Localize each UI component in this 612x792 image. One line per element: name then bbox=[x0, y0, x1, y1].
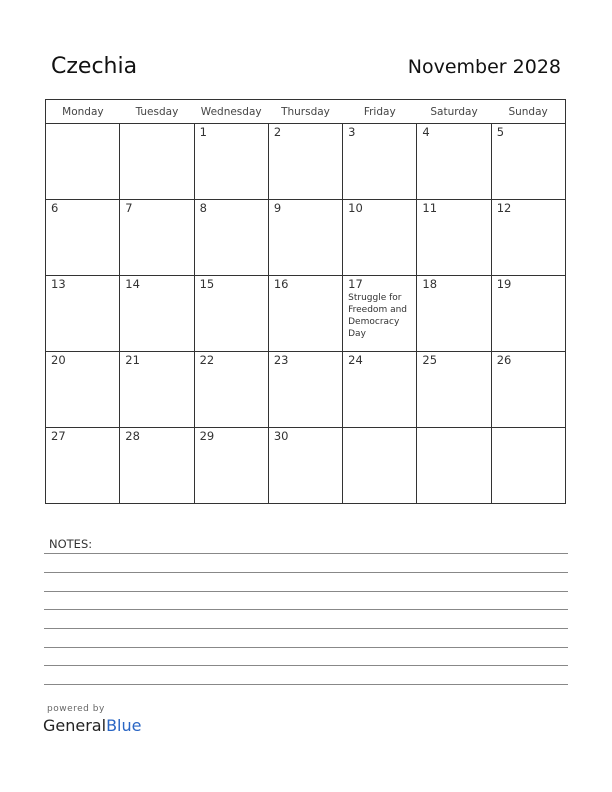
day-number: 12 bbox=[496, 201, 512, 215]
week-row bbox=[46, 200, 566, 276]
day-number: 24 bbox=[348, 353, 363, 367]
day-cell bbox=[46, 352, 120, 428]
day-cell bbox=[120, 276, 194, 352]
note-line bbox=[44, 684, 568, 685]
day-cell bbox=[120, 428, 194, 504]
day-cell bbox=[343, 200, 417, 276]
note-line bbox=[44, 665, 568, 666]
note-line bbox=[44, 591, 568, 592]
day-cell bbox=[417, 200, 491, 276]
day-cell bbox=[417, 352, 491, 428]
day-number: 16 bbox=[273, 277, 289, 291]
day-number: 15 bbox=[199, 277, 215, 291]
weekday-header: Sunday bbox=[491, 100, 565, 124]
day-cell bbox=[268, 352, 342, 428]
day-number: 29 bbox=[199, 429, 215, 443]
day-cell bbox=[343, 352, 417, 428]
day-cell bbox=[268, 428, 342, 504]
note-line bbox=[44, 553, 568, 554]
month-title: November 2028 bbox=[407, 56, 561, 78]
day-number: 2 bbox=[273, 125, 282, 139]
country-title: Czechia bbox=[51, 54, 138, 79]
notes-label: NOTES: bbox=[49, 537, 93, 551]
day-number: 20 bbox=[51, 353, 66, 367]
day-cell bbox=[491, 124, 565, 200]
week-row bbox=[46, 352, 566, 428]
powered-by-text: powered by bbox=[47, 704, 105, 714]
day-cell bbox=[491, 352, 565, 428]
day-number: 14 bbox=[125, 277, 140, 291]
weekday-header: Tuesday bbox=[120, 100, 194, 124]
day-number: 17 bbox=[348, 277, 363, 291]
day-cell bbox=[491, 200, 565, 276]
day-number: 13 bbox=[51, 277, 66, 291]
day-cell bbox=[417, 428, 491, 504]
day-cell bbox=[120, 200, 194, 276]
day-cell bbox=[343, 276, 417, 352]
day-number: 30 bbox=[273, 429, 289, 443]
day-number: 5 bbox=[496, 125, 505, 139]
holiday-label: Struggle for Freedom and Democracy Day bbox=[348, 293, 408, 339]
weekday-header: Monday bbox=[46, 100, 120, 124]
day-cell bbox=[46, 428, 120, 504]
note-line bbox=[44, 628, 568, 629]
day-cell bbox=[268, 200, 342, 276]
day-cell bbox=[343, 428, 417, 504]
day-cell bbox=[491, 276, 565, 352]
day-number: 18 bbox=[422, 277, 438, 291]
week-row bbox=[46, 428, 566, 504]
day-cell bbox=[46, 124, 120, 200]
day-number: 28 bbox=[125, 429, 140, 443]
day-number: 3 bbox=[348, 125, 356, 139]
note-line bbox=[44, 609, 568, 610]
weekday-header: Wednesday bbox=[194, 100, 268, 124]
weekday-header-row bbox=[46, 100, 566, 124]
weekday-header: Saturday bbox=[417, 100, 491, 124]
day-cell bbox=[46, 276, 120, 352]
day-cell bbox=[194, 124, 268, 200]
day-number: 22 bbox=[199, 353, 215, 367]
day-cell bbox=[268, 276, 342, 352]
day-cell bbox=[120, 352, 194, 428]
day-cell bbox=[120, 124, 194, 200]
day-number: 23 bbox=[273, 353, 289, 367]
day-number: 26 bbox=[496, 353, 512, 367]
day-number: 8 bbox=[199, 201, 207, 215]
week-row bbox=[46, 124, 566, 200]
day-number: 4 bbox=[422, 125, 430, 139]
day-cell bbox=[194, 352, 268, 428]
day-cell bbox=[417, 124, 491, 200]
day-number: 27 bbox=[51, 429, 66, 443]
day-number: 21 bbox=[125, 353, 140, 367]
day-cell bbox=[417, 276, 491, 352]
day-cell bbox=[491, 428, 565, 504]
calendar-grid bbox=[45, 99, 566, 504]
note-line bbox=[44, 647, 568, 648]
day-cell bbox=[194, 200, 268, 276]
day-number: 6 bbox=[51, 201, 59, 215]
day-number: 11 bbox=[422, 201, 438, 215]
day-cell bbox=[194, 276, 268, 352]
day-cell bbox=[343, 124, 417, 200]
brand-blue: Blue bbox=[106, 716, 142, 735]
weekday-header: Thursday bbox=[268, 100, 342, 124]
day-cell bbox=[194, 428, 268, 504]
brand-logo bbox=[43, 716, 141, 735]
brand-general: General bbox=[43, 716, 107, 735]
day-number: 7 bbox=[125, 201, 133, 215]
week-row bbox=[46, 276, 566, 352]
day-cell bbox=[268, 124, 342, 200]
note-line bbox=[44, 572, 568, 573]
day-number: 19 bbox=[496, 277, 512, 291]
day-number: 10 bbox=[348, 201, 363, 215]
day-number: 1 bbox=[199, 125, 207, 139]
weekday-header: Friday bbox=[343, 100, 417, 124]
day-number: 25 bbox=[422, 353, 438, 367]
day-cell bbox=[46, 200, 120, 276]
day-number: 9 bbox=[273, 201, 282, 215]
